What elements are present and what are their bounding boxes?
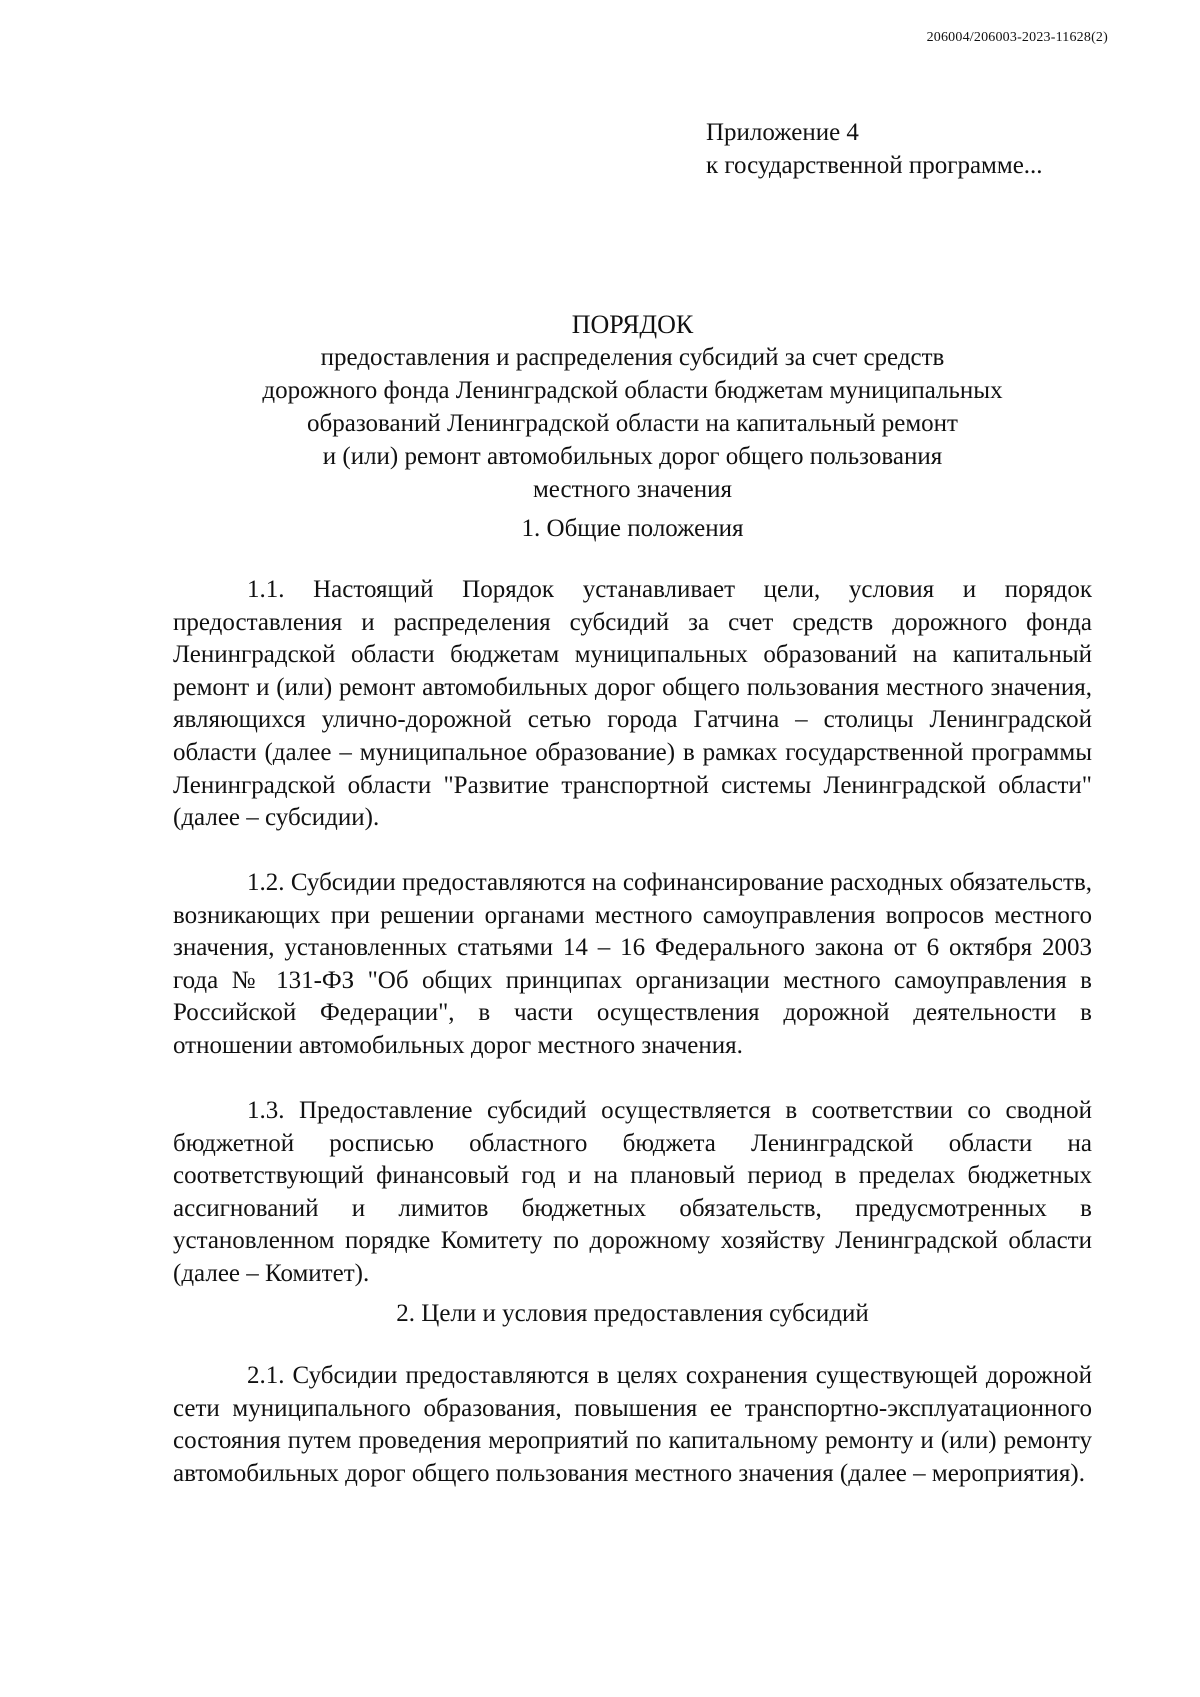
title-line: дорожного фонда Ленинградской области бюджетам муниципальных: [262, 377, 1003, 404]
paragraph-2-1: 2.1. Субсидии предоставляются в целях сохранения существующей дорожной сети муниципального образования, повышения ее транспортно-эксплуатационного состояния путем проведения мероприятий по капитальному ремонту и (или) ремонту автомобильных дорог общего пользования местного значения (далее – мероприятия).: [173, 1362, 1092, 1487]
annex-line-1: Приложение 4: [706, 119, 859, 146]
title-main: ПОРЯДОК: [571, 310, 694, 339]
paragraph-1-1: 1.1. Настоящий Порядок устанавливает цели, условия и порядок предоставления и распределения субсидий за счет средств дорожного фонда Ленинградской области бюджетам муниципальных образований на капитальный ремонт и (или) ремонт автомобильных дорог общего пользования местного значения, являющихся улично-дорожной сетью города Гатчина – столицы Ленинградской области (далее – муниципальное образование) в рамках государственной программы Ленинградской области "Развитие транспортной системы Ленинградской области" (далее – субсидии).: [173, 576, 1092, 832]
section-1-title: 1. Общие положения: [521, 515, 744, 542]
document-title: [170, 308, 1095, 506]
section-2-title: 2. Цели и условия предоставления субсидий: [396, 1300, 869, 1327]
document-id: 206004/206003-2023-11628(2): [926, 30, 1108, 45]
title-line: и (или) ремонт автомобильных дорог общего пользования: [322, 443, 943, 470]
paragraph-1-2: 1.2. Субсидии предоставляются на софинансирование расходных обязательств, возникающих при решении органами местного самоуправления вопросов местного значения, установленных статьями 14 – 16 Федерального закона от 6 октября 2003 года № 131-ФЗ "Об общих принципах организации местного самоуправления в Российской Федерации", в части осуществления дорожной деятельности в отношении автомобильных дорог местного значения.: [173, 869, 1092, 1059]
title-line: образований Ленинградской области на капитальный ремонт: [307, 410, 958, 437]
title-line: предоставления и распределения субсидий за счет средств: [320, 344, 945, 371]
title-line: местного значения: [532, 476, 733, 503]
annex-reference: [706, 116, 1043, 182]
paragraph-1-3: 1.3. Предоставление субсидий осуществляется в соответствии со сводной бюджетной росписью областного бюджета Ленинградской области на соответствующий финансовый год и на плановый период в пределах бюджетных ассигнований и лимитов бюджетных обязательств, предусмотренных в установленном порядке Комитету по дорожному хозяйству Ленинградской области (далее – Комитет).: [173, 1097, 1092, 1287]
annex-line-2: к государственной программе...: [706, 152, 1043, 179]
title-subtitle: [170, 341, 1095, 506]
